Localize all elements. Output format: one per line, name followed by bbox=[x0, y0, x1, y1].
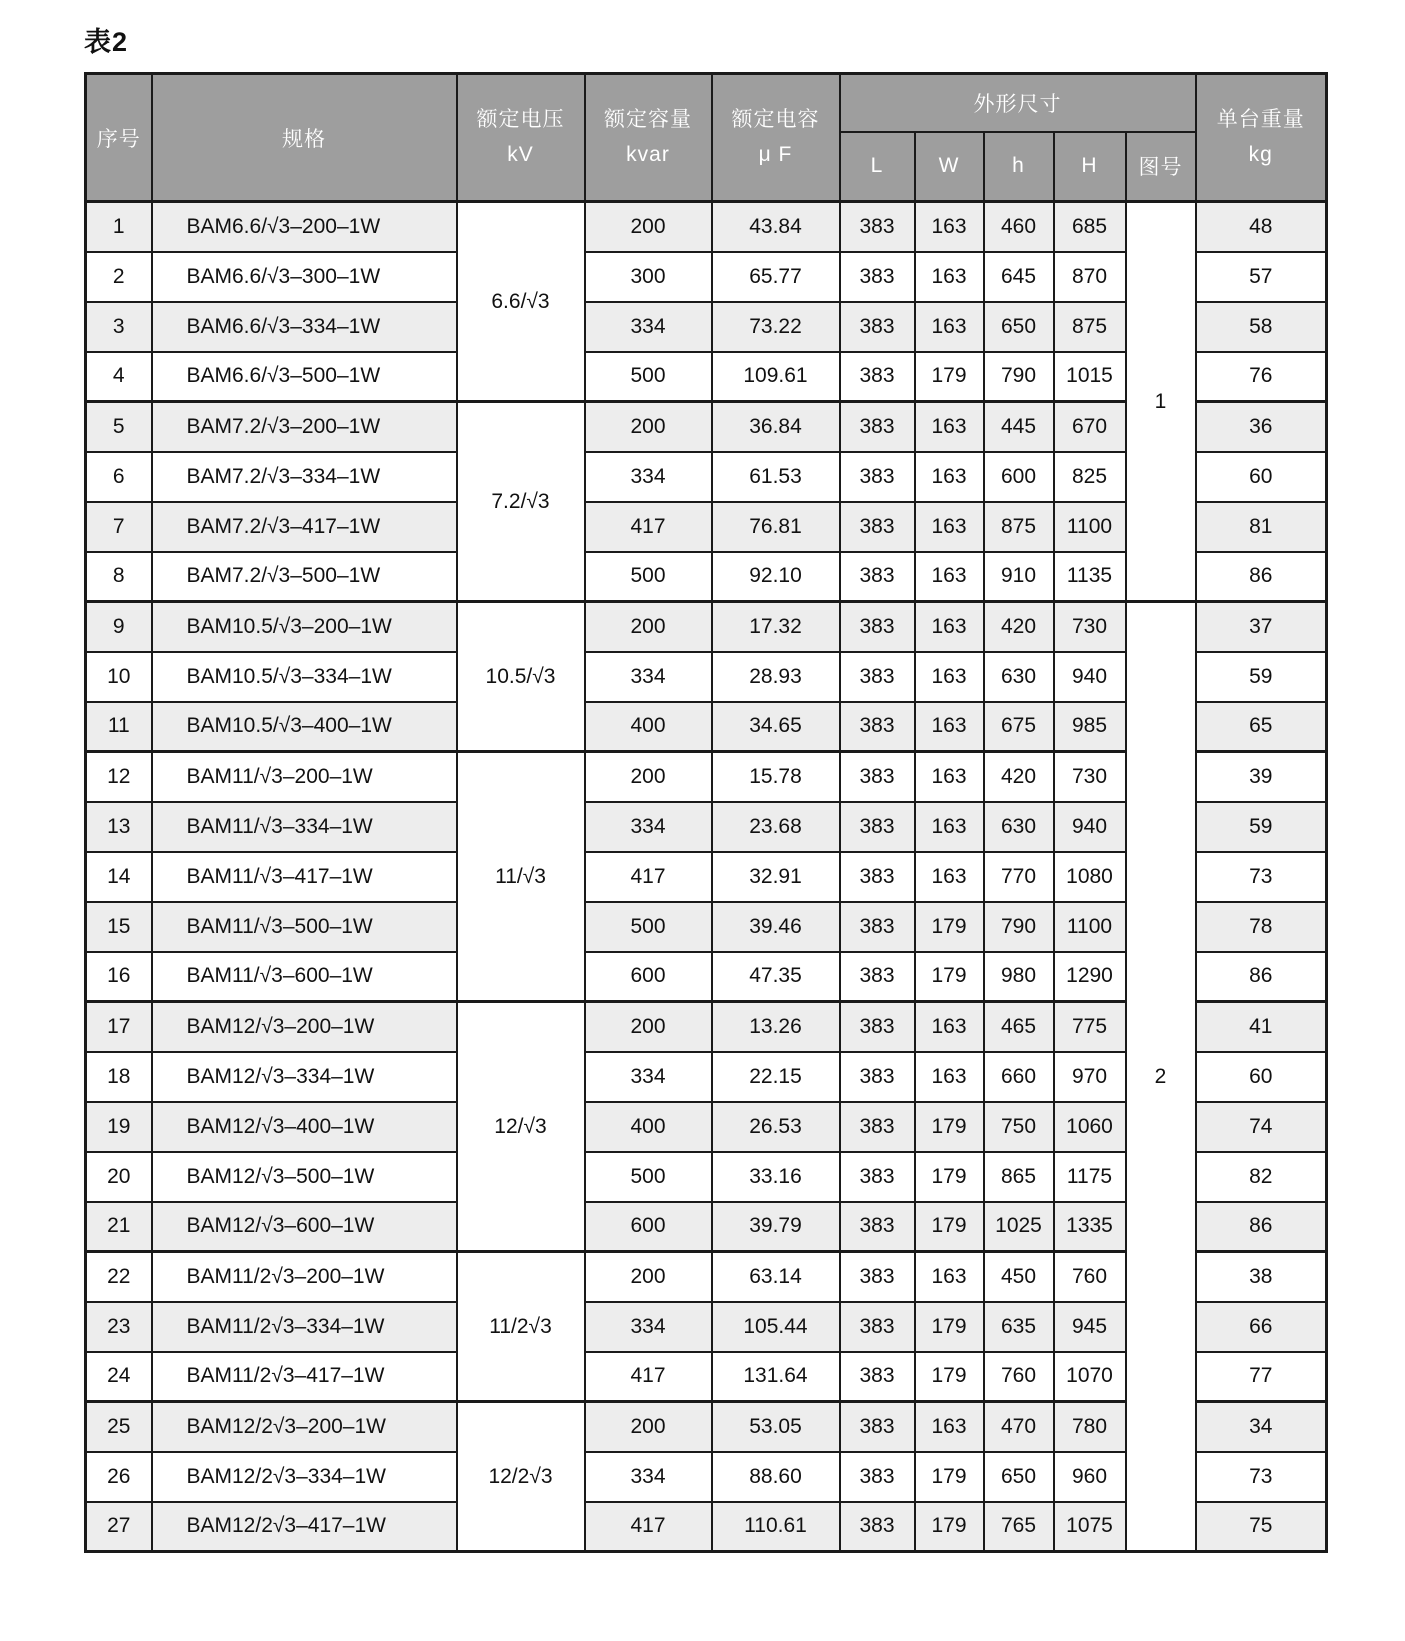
cell-dim-W: 179 bbox=[915, 952, 984, 1002]
header-rated-voltage bbox=[457, 74, 585, 202]
header-unit-weight-label: 单台重量 bbox=[1216, 107, 1305, 131]
cell-unit-weight: 81 bbox=[1196, 502, 1327, 552]
cell-dim-W: 179 bbox=[915, 1352, 984, 1402]
cell-dim-h: 635 bbox=[984, 1302, 1054, 1352]
cell-dim-h: 470 bbox=[984, 1402, 1054, 1452]
cell-unit-weight: 86 bbox=[1196, 552, 1327, 602]
cell-dim-L: 383 bbox=[840, 602, 915, 652]
cell-rated-capacity: 334 bbox=[585, 802, 712, 852]
cell-dim-W: 163 bbox=[915, 1052, 984, 1102]
cell-spec: BAM7.2/√3–500–1W bbox=[152, 552, 457, 602]
cell-dim-W: 163 bbox=[915, 1002, 984, 1052]
cell-rated-voltage: 11/√3 bbox=[457, 752, 585, 1002]
cell-serial: 27 bbox=[86, 1502, 152, 1552]
cell-dim-W: 163 bbox=[915, 852, 984, 902]
cell-rated-capacitance: 105.44 bbox=[712, 1302, 840, 1352]
cell-serial: 11 bbox=[86, 702, 152, 752]
cell-dim-H: 1135 bbox=[1054, 552, 1126, 602]
cell-dim-L: 383 bbox=[840, 702, 915, 752]
cell-unit-weight: 65 bbox=[1196, 702, 1327, 752]
cell-serial: 7 bbox=[86, 502, 152, 552]
cell-rated-capacitance: 39.79 bbox=[712, 1202, 840, 1252]
cell-serial: 13 bbox=[86, 802, 152, 852]
cell-rated-capacitance: 109.61 bbox=[712, 352, 840, 402]
header-rated-capacity-unit: kvar bbox=[626, 142, 670, 166]
cell-dim-H: 730 bbox=[1054, 752, 1126, 802]
cell-unit-weight: 73 bbox=[1196, 852, 1327, 902]
cell-dim-W: 179 bbox=[915, 1152, 984, 1202]
header-dimensions: 外形尺寸 bbox=[840, 74, 1196, 132]
cell-serial: 8 bbox=[86, 552, 152, 602]
cell-dim-H: 945 bbox=[1054, 1302, 1126, 1352]
cell-dim-h: 865 bbox=[984, 1152, 1054, 1202]
cell-serial: 10 bbox=[86, 652, 152, 702]
cell-dim-h: 1025 bbox=[984, 1202, 1054, 1252]
cell-spec: BAM12/√3–400–1W bbox=[152, 1102, 457, 1152]
cell-dim-L: 383 bbox=[840, 1202, 915, 1252]
cell-spec: BAM6.6/√3–300–1W bbox=[152, 252, 457, 302]
cell-rated-capacitance: 32.91 bbox=[712, 852, 840, 902]
cell-figure-number: 1 bbox=[1126, 202, 1196, 602]
cell-dim-h: 420 bbox=[984, 602, 1054, 652]
cell-dim-L: 383 bbox=[840, 1152, 915, 1202]
cell-dim-W: 163 bbox=[915, 402, 984, 452]
cell-serial: 5 bbox=[86, 402, 152, 452]
cell-dim-L: 383 bbox=[840, 302, 915, 352]
cell-rated-capacity: 417 bbox=[585, 1502, 712, 1552]
cell-dim-h: 630 bbox=[984, 802, 1054, 852]
cell-dim-h: 875 bbox=[984, 502, 1054, 552]
cell-unit-weight: 34 bbox=[1196, 1402, 1327, 1452]
cell-serial: 24 bbox=[86, 1352, 152, 1402]
cell-dim-H: 1100 bbox=[1054, 502, 1126, 552]
cell-dim-L: 383 bbox=[840, 202, 915, 252]
cell-unit-weight: 77 bbox=[1196, 1352, 1327, 1402]
cell-rated-capacity: 334 bbox=[585, 452, 712, 502]
cell-rated-capacity: 334 bbox=[585, 302, 712, 352]
cell-spec: BAM7.2/√3–200–1W bbox=[152, 402, 457, 452]
cell-dim-H: 1070 bbox=[1054, 1352, 1126, 1402]
cell-unit-weight: 86 bbox=[1196, 1202, 1327, 1252]
header-rated-capacity-label: 额定容量 bbox=[604, 107, 692, 131]
cell-dim-L: 383 bbox=[840, 402, 915, 452]
cell-dim-L: 383 bbox=[840, 502, 915, 552]
cell-dim-L: 383 bbox=[840, 952, 915, 1002]
cell-serial: 12 bbox=[86, 752, 152, 802]
cell-spec: BAM12/√3–200–1W bbox=[152, 1002, 457, 1052]
cell-dim-W: 163 bbox=[915, 452, 984, 502]
cell-rated-voltage: 11/2√3 bbox=[457, 1252, 585, 1402]
cell-dim-W: 163 bbox=[915, 202, 984, 252]
cell-dim-W: 179 bbox=[915, 1202, 984, 1252]
cell-dim-h: 600 bbox=[984, 452, 1054, 502]
cell-dim-L: 383 bbox=[840, 552, 915, 602]
cell-rated-capacity: 500 bbox=[585, 902, 712, 952]
cell-unit-weight: 74 bbox=[1196, 1102, 1327, 1152]
cell-rated-capacitance: 17.32 bbox=[712, 602, 840, 652]
cell-dim-W: 179 bbox=[915, 352, 984, 402]
cell-rated-capacitance: 33.16 bbox=[712, 1152, 840, 1202]
cell-unit-weight: 59 bbox=[1196, 802, 1327, 852]
cell-dim-H: 970 bbox=[1054, 1052, 1126, 1102]
cell-serial: 6 bbox=[86, 452, 152, 502]
cell-serial: 22 bbox=[86, 1252, 152, 1302]
cell-unit-weight: 82 bbox=[1196, 1152, 1327, 1202]
cell-dim-h: 645 bbox=[984, 252, 1054, 302]
cell-rated-voltage: 6.6/√3 bbox=[457, 202, 585, 402]
cell-rated-capacity: 334 bbox=[585, 1052, 712, 1102]
header-dim-H: H bbox=[1054, 132, 1126, 202]
cell-dim-h: 450 bbox=[984, 1252, 1054, 1302]
cell-dim-H: 1175 bbox=[1054, 1152, 1126, 1202]
cell-spec: BAM7.2/√3–334–1W bbox=[152, 452, 457, 502]
cell-dim-H: 940 bbox=[1054, 802, 1126, 852]
cell-dim-h: 675 bbox=[984, 702, 1054, 752]
cell-dim-h: 650 bbox=[984, 302, 1054, 352]
cell-spec: BAM10.5/√3–334–1W bbox=[152, 652, 457, 702]
cell-rated-voltage: 10.5/√3 bbox=[457, 602, 585, 752]
cell-rated-capacity: 200 bbox=[585, 1002, 712, 1052]
cell-dim-h: 980 bbox=[984, 952, 1054, 1002]
cell-rated-capacitance: 39.46 bbox=[712, 902, 840, 952]
cell-rated-capacity: 600 bbox=[585, 952, 712, 1002]
cell-spec: BAM12/2√3–417–1W bbox=[152, 1502, 457, 1552]
cell-serial: 25 bbox=[86, 1402, 152, 1452]
cell-unit-weight: 66 bbox=[1196, 1302, 1327, 1352]
cell-dim-H: 825 bbox=[1054, 452, 1126, 502]
cell-serial: 2 bbox=[86, 252, 152, 302]
cell-dim-h: 790 bbox=[984, 352, 1054, 402]
cell-unit-weight: 41 bbox=[1196, 1002, 1327, 1052]
cell-dim-W: 163 bbox=[915, 602, 984, 652]
cell-rated-capacity: 200 bbox=[585, 402, 712, 452]
cell-dim-H: 1335 bbox=[1054, 1202, 1126, 1252]
cell-dim-h: 445 bbox=[984, 402, 1054, 452]
cell-dim-H: 985 bbox=[1054, 702, 1126, 752]
cell-rated-capacity: 300 bbox=[585, 252, 712, 302]
cell-dim-H: 775 bbox=[1054, 1002, 1126, 1052]
header-rated-capacitance-label: 额定电容 bbox=[731, 107, 820, 131]
cell-spec: BAM11/2√3–200–1W bbox=[152, 1252, 457, 1302]
cell-spec: BAM6.6/√3–500–1W bbox=[152, 352, 457, 402]
cell-rated-capacity: 400 bbox=[585, 1102, 712, 1152]
cell-spec: BAM10.5/√3–200–1W bbox=[152, 602, 457, 652]
cell-dim-W: 163 bbox=[915, 702, 984, 752]
cell-serial: 26 bbox=[86, 1452, 152, 1502]
header-spec: 规格 bbox=[152, 74, 457, 202]
cell-serial: 20 bbox=[86, 1152, 152, 1202]
cell-dim-L: 383 bbox=[840, 352, 915, 402]
cell-rated-capacitance: 73.22 bbox=[712, 302, 840, 352]
cell-spec: BAM6.6/√3–334–1W bbox=[152, 302, 457, 352]
cell-dim-W: 163 bbox=[915, 302, 984, 352]
cell-unit-weight: 39 bbox=[1196, 752, 1327, 802]
cell-rated-capacity: 200 bbox=[585, 1252, 712, 1302]
cell-figure-number: 2 bbox=[1126, 602, 1196, 1552]
page-title: 表2 bbox=[84, 27, 129, 57]
cell-dim-H: 1080 bbox=[1054, 852, 1126, 902]
cell-serial: 19 bbox=[86, 1102, 152, 1152]
cell-dim-H: 960 bbox=[1054, 1452, 1126, 1502]
cell-dim-H: 940 bbox=[1054, 652, 1126, 702]
cell-unit-weight: 60 bbox=[1196, 452, 1327, 502]
cell-dim-h: 910 bbox=[984, 552, 1054, 602]
cell-rated-capacity: 417 bbox=[585, 1352, 712, 1402]
cell-serial: 23 bbox=[86, 1302, 152, 1352]
cell-dim-h: 460 bbox=[984, 202, 1054, 252]
cell-dim-H: 1100 bbox=[1054, 902, 1126, 952]
cell-dim-L: 383 bbox=[840, 752, 915, 802]
cell-rated-capacitance: 76.81 bbox=[712, 502, 840, 552]
cell-serial: 15 bbox=[86, 902, 152, 952]
cell-rated-capacitance: 63.14 bbox=[712, 1252, 840, 1302]
cell-dim-H: 670 bbox=[1054, 402, 1126, 452]
cell-dim-L: 383 bbox=[840, 1502, 915, 1552]
cell-unit-weight: 86 bbox=[1196, 952, 1327, 1002]
cell-rated-capacity: 334 bbox=[585, 1302, 712, 1352]
cell-dim-W: 179 bbox=[915, 1302, 984, 1352]
cell-rated-capacity: 334 bbox=[585, 1452, 712, 1502]
table-header bbox=[86, 74, 1327, 202]
cell-spec: BAM11/√3–334–1W bbox=[152, 802, 457, 852]
cell-dim-W: 163 bbox=[915, 502, 984, 552]
cell-rated-capacitance: 47.35 bbox=[712, 952, 840, 1002]
cell-dim-L: 383 bbox=[840, 1452, 915, 1502]
header-figure-number: 图号 bbox=[1126, 132, 1196, 202]
cell-rated-capacity: 200 bbox=[585, 202, 712, 252]
header-rated-voltage-label: 额定电压 bbox=[476, 107, 565, 131]
cell-dim-h: 420 bbox=[984, 752, 1054, 802]
cell-dim-L: 383 bbox=[840, 1052, 915, 1102]
cell-rated-capacity: 334 bbox=[585, 652, 712, 702]
cell-dim-W: 163 bbox=[915, 802, 984, 852]
cell-dim-h: 760 bbox=[984, 1352, 1054, 1402]
header-serial: 序号 bbox=[86, 74, 152, 202]
cell-dim-W: 163 bbox=[915, 752, 984, 802]
cell-dim-h: 790 bbox=[984, 902, 1054, 952]
cell-dim-W: 163 bbox=[915, 652, 984, 702]
cell-rated-capacitance: 36.84 bbox=[712, 402, 840, 452]
cell-spec: BAM7.2/√3–417–1W bbox=[152, 502, 457, 552]
cell-dim-H: 875 bbox=[1054, 302, 1126, 352]
cell-rated-capacity: 500 bbox=[585, 352, 712, 402]
cell-dim-W: 179 bbox=[915, 902, 984, 952]
cell-dim-L: 383 bbox=[840, 1302, 915, 1352]
cell-spec: BAM11/√3–200–1W bbox=[152, 752, 457, 802]
cell-unit-weight: 37 bbox=[1196, 602, 1327, 652]
cell-unit-weight: 38 bbox=[1196, 1252, 1327, 1302]
cell-rated-capacity: 400 bbox=[585, 702, 712, 752]
cell-unit-weight: 59 bbox=[1196, 652, 1327, 702]
cell-spec: BAM12/√3–334–1W bbox=[152, 1052, 457, 1102]
cell-dim-h: 765 bbox=[984, 1502, 1054, 1552]
cell-rated-capacitance: 26.53 bbox=[712, 1102, 840, 1152]
cell-dim-W: 179 bbox=[915, 1452, 984, 1502]
cell-unit-weight: 36 bbox=[1196, 402, 1327, 452]
header-dim-W: W bbox=[915, 132, 984, 202]
cell-rated-capacitance: 43.84 bbox=[712, 202, 840, 252]
cell-serial: 18 bbox=[86, 1052, 152, 1102]
cell-spec: BAM12/√3–600–1W bbox=[152, 1202, 457, 1252]
cell-rated-capacitance: 15.78 bbox=[712, 752, 840, 802]
cell-dim-W: 163 bbox=[915, 252, 984, 302]
cell-spec: BAM11/2√3–334–1W bbox=[152, 1302, 457, 1352]
cell-unit-weight: 60 bbox=[1196, 1052, 1327, 1102]
cell-dim-H: 870 bbox=[1054, 252, 1126, 302]
cell-dim-W: 179 bbox=[915, 1502, 984, 1552]
table-row bbox=[86, 202, 1327, 252]
header-unit-weight-unit: kg bbox=[1248, 142, 1273, 166]
cell-unit-weight: 76 bbox=[1196, 352, 1327, 402]
cell-dim-W: 163 bbox=[915, 1252, 984, 1302]
cell-rated-capacity: 417 bbox=[585, 852, 712, 902]
cell-dim-L: 383 bbox=[840, 1252, 915, 1302]
cell-serial: 9 bbox=[86, 602, 152, 652]
table-row bbox=[86, 602, 1327, 652]
cell-serial: 17 bbox=[86, 1002, 152, 1052]
cell-spec: BAM12/2√3–200–1W bbox=[152, 1402, 457, 1452]
cell-dim-L: 383 bbox=[840, 1102, 915, 1152]
cell-rated-capacitance: 22.15 bbox=[712, 1052, 840, 1102]
cell-dim-h: 770 bbox=[984, 852, 1054, 902]
cell-dim-h: 465 bbox=[984, 1002, 1054, 1052]
cell-rated-capacitance: 88.60 bbox=[712, 1452, 840, 1502]
cell-spec: BAM10.5/√3–400–1W bbox=[152, 702, 457, 752]
cell-dim-H: 1015 bbox=[1054, 352, 1126, 402]
cell-rated-capacitance: 131.64 bbox=[712, 1352, 840, 1402]
cell-rated-capacity: 200 bbox=[585, 1402, 712, 1452]
cell-rated-capacitance: 65.77 bbox=[712, 252, 840, 302]
cell-spec: BAM11/√3–500–1W bbox=[152, 902, 457, 952]
cell-dim-H: 685 bbox=[1054, 202, 1126, 252]
cell-dim-L: 383 bbox=[840, 1002, 915, 1052]
cell-dim-h: 650 bbox=[984, 1452, 1054, 1502]
cell-unit-weight: 75 bbox=[1196, 1502, 1327, 1552]
cell-dim-L: 383 bbox=[840, 1402, 915, 1452]
cell-rated-capacity: 200 bbox=[585, 602, 712, 652]
cell-rated-capacitance: 34.65 bbox=[712, 702, 840, 752]
cell-dim-L: 383 bbox=[840, 852, 915, 902]
cell-dim-W: 179 bbox=[915, 1102, 984, 1152]
cell-dim-h: 660 bbox=[984, 1052, 1054, 1102]
header-dim-L: L bbox=[840, 132, 915, 202]
header-unit-weight bbox=[1196, 74, 1327, 202]
cell-spec: BAM11/2√3–417–1W bbox=[152, 1352, 457, 1402]
header-rated-capacitance bbox=[712, 74, 840, 202]
header-dim-h: h bbox=[984, 132, 1054, 202]
cell-rated-capacitance: 110.61 bbox=[712, 1502, 840, 1552]
spec-table bbox=[84, 72, 1328, 1553]
cell-rated-voltage: 12/2√3 bbox=[457, 1402, 585, 1552]
cell-spec: BAM12/√3–500–1W bbox=[152, 1152, 457, 1202]
cell-dim-H: 780 bbox=[1054, 1402, 1126, 1452]
header-rated-voltage-unit: kV bbox=[507, 142, 534, 166]
cell-rated-capacitance: 53.05 bbox=[712, 1402, 840, 1452]
cell-serial: 1 bbox=[86, 202, 152, 252]
cell-spec: BAM6.6/√3–200–1W bbox=[152, 202, 457, 252]
cell-unit-weight: 57 bbox=[1196, 252, 1327, 302]
cell-unit-weight: 48 bbox=[1196, 202, 1327, 252]
cell-dim-W: 163 bbox=[915, 552, 984, 602]
cell-dim-H: 1060 bbox=[1054, 1102, 1126, 1152]
cell-rated-voltage: 7.2/√3 bbox=[457, 402, 585, 602]
cell-unit-weight: 78 bbox=[1196, 902, 1327, 952]
cell-spec: BAM11/√3–600–1W bbox=[152, 952, 457, 1002]
cell-rated-capacitance: 92.10 bbox=[712, 552, 840, 602]
cell-rated-capacity: 600 bbox=[585, 1202, 712, 1252]
cell-dim-H: 1290 bbox=[1054, 952, 1126, 1002]
header-rated-capacitance-unit: μ F bbox=[758, 142, 793, 166]
cell-serial: 21 bbox=[86, 1202, 152, 1252]
cell-spec: BAM12/2√3–334–1W bbox=[152, 1452, 457, 1502]
cell-rated-capacitance: 13.26 bbox=[712, 1002, 840, 1052]
header-rated-capacity bbox=[585, 74, 712, 202]
cell-rated-capacitance: 61.53 bbox=[712, 452, 840, 502]
cell-rated-voltage: 12/√3 bbox=[457, 1002, 585, 1252]
cell-rated-capacity: 200 bbox=[585, 752, 712, 802]
cell-rated-capacitance: 28.93 bbox=[712, 652, 840, 702]
cell-dim-L: 383 bbox=[840, 652, 915, 702]
cell-unit-weight: 73 bbox=[1196, 1452, 1327, 1502]
table-body bbox=[86, 202, 1327, 1552]
cell-spec: BAM11/√3–417–1W bbox=[152, 852, 457, 902]
cell-dim-W: 163 bbox=[915, 1402, 984, 1452]
cell-serial: 14 bbox=[86, 852, 152, 902]
cell-serial: 3 bbox=[86, 302, 152, 352]
cell-unit-weight: 58 bbox=[1196, 302, 1327, 352]
cell-dim-L: 383 bbox=[840, 452, 915, 502]
cell-dim-L: 383 bbox=[840, 902, 915, 952]
cell-dim-L: 383 bbox=[840, 252, 915, 302]
cell-dim-L: 383 bbox=[840, 802, 915, 852]
cell-rated-capacitance: 23.68 bbox=[712, 802, 840, 852]
cell-dim-h: 750 bbox=[984, 1102, 1054, 1152]
cell-serial: 16 bbox=[86, 952, 152, 1002]
cell-rated-capacity: 500 bbox=[585, 552, 712, 602]
cell-serial: 4 bbox=[86, 352, 152, 402]
cell-dim-H: 730 bbox=[1054, 602, 1126, 652]
cell-rated-capacity: 417 bbox=[585, 502, 712, 552]
cell-dim-h: 630 bbox=[984, 652, 1054, 702]
cell-rated-capacity: 500 bbox=[585, 1152, 712, 1202]
cell-dim-H: 1075 bbox=[1054, 1502, 1126, 1552]
cell-dim-L: 383 bbox=[840, 1352, 915, 1402]
cell-dim-H: 760 bbox=[1054, 1252, 1126, 1302]
